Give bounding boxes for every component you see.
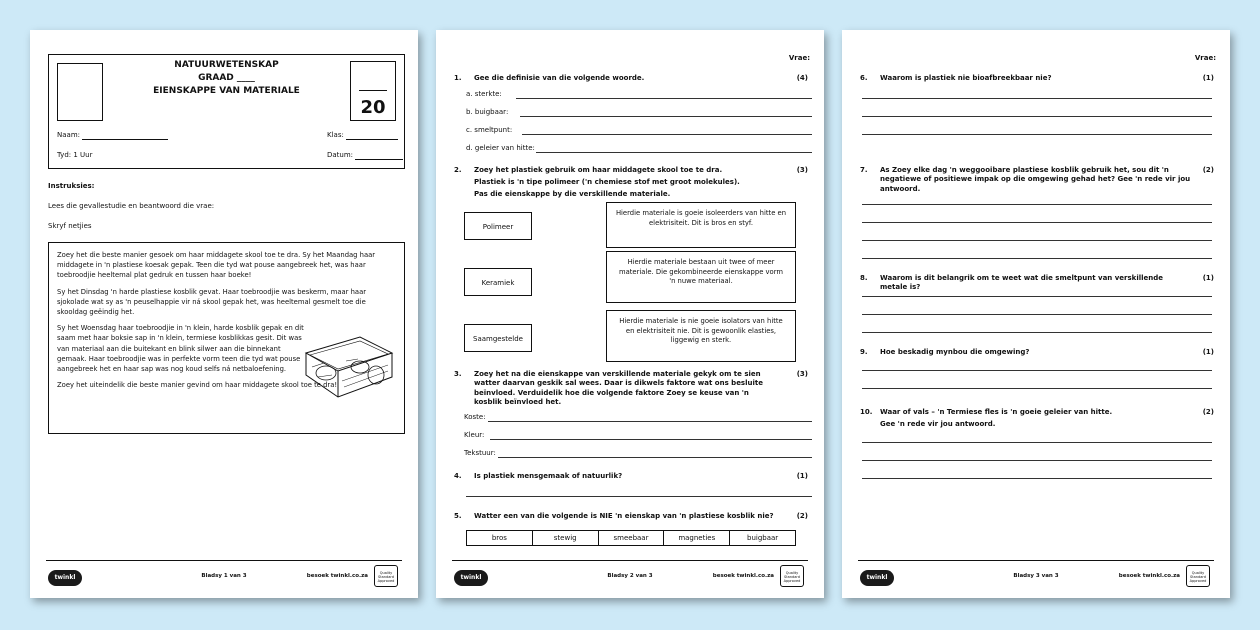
story-paragraph-2: Sy het Dinsdag 'n harde plastiese kosblik gevat. Haar toebroodjie was beskerm, maar haar sjokolade wat sy as 'n peuselhappie vir ná skool gepak het, was heeltemal gesmelt toe die skooldag geëindig het. xyxy=(57,287,367,316)
answer-line[interactable] xyxy=(490,439,812,440)
date-field[interactable] xyxy=(327,151,403,160)
q1-item-c: c. smeltpunt: xyxy=(466,126,513,134)
answer-line[interactable] xyxy=(862,258,1212,259)
instructions-heading: Instruksies: xyxy=(48,182,95,190)
option-buigbaar[interactable]: buigbaar xyxy=(747,534,779,542)
page-number: Bladsy 2 van 3 xyxy=(607,573,653,579)
answer-line[interactable] xyxy=(536,152,812,153)
header-titles xyxy=(109,59,344,98)
option-smeebaar[interactable]: smeebaar xyxy=(599,531,665,545)
question-9: 9. Hoe beskadig mynbou die omgewing? (1) xyxy=(860,348,1214,356)
q10-line-2: Gee 'n rede vir jou antwoord. xyxy=(880,420,996,428)
term-polimeer[interactable]: Polimeer xyxy=(464,212,532,240)
question-6: 6. Waarom is plastiek nie bioafbreekbaar nie? (1) xyxy=(860,74,1214,82)
question-7: 7. As Zoey elke dag 'n weggooibare plastiese kosblik gebruik het, sou dit 'n negatiewe of positiewe impak op die omgewing gehad het? Gee 'n rede vir jou antwoord. (2) xyxy=(860,166,1214,193)
date-label: Datum: xyxy=(327,151,354,159)
factor-cost: Koste: xyxy=(464,413,486,421)
definition-3[interactable]: Hierdie materiale is nie goeie isolators van hitte en elektrisiteit nie. Dit is gewoonlik elasties, liggewig en sterk. xyxy=(606,310,796,362)
question-1: 1. Gee die definisie van die volgende woorde. (4) xyxy=(454,74,808,82)
question-8: 8. Waarom is dit belangrik om te weet wat die smeltpunt van verskillende metale is? (1) xyxy=(860,274,1214,292)
subject-title: NATUURWETENSKAP xyxy=(174,60,279,70)
footer xyxy=(46,560,402,590)
story-paragraph-4: Zoey het uiteindelik die beste manier gevind om haar middagete skool toe te dra! xyxy=(57,381,338,390)
answer-line[interactable] xyxy=(520,116,812,117)
answer-line[interactable] xyxy=(862,478,1212,479)
factor-colour: Kleur: xyxy=(464,431,485,439)
answer-line[interactable] xyxy=(862,204,1212,205)
twinkl-logo: twinkl xyxy=(48,570,82,586)
instruction-1: Lees die gevallestudie en beantwoord die vrae: xyxy=(48,202,215,210)
factor-texture: Tekstuur: xyxy=(464,449,496,457)
options-row xyxy=(466,530,796,546)
term-keramiek[interactable]: Keramiek xyxy=(464,268,532,296)
answer-line[interactable] xyxy=(862,442,1212,443)
questions-heading: Vrae: xyxy=(1194,54,1216,62)
name-label: Naam: xyxy=(57,131,80,139)
question-2: 2. Zoey het plastiek gebruik om haar middagete skool toe te dra. (3) xyxy=(454,166,808,174)
answer-line[interactable] xyxy=(862,370,1212,371)
site-link[interactable]: besoek twinkl.co.za xyxy=(1118,573,1180,579)
question-10: 10. Waar of vals – 'n Termiese fles is 'n goeie geleier van hitte. (2) xyxy=(860,408,1214,416)
score-box xyxy=(350,61,396,121)
worksheet-page-1 xyxy=(30,30,418,598)
worksheet-page-3 xyxy=(842,30,1230,598)
lunchbox-icon xyxy=(298,331,396,403)
definition-1[interactable]: Hierdie materiale is goeie isoleerders van hitte en elektrisiteit. Dit is bros en styf. xyxy=(606,202,796,248)
worksheet-page-2 xyxy=(436,30,824,598)
answer-line[interactable] xyxy=(862,222,1212,223)
questions-heading: Vrae: xyxy=(788,54,810,62)
option-magneties[interactable]: magneties xyxy=(664,531,730,545)
photo-box xyxy=(57,63,103,121)
definition-2[interactable]: Hierdie materiale bestaan uit twee of meer materiale. Die gekombineerde eienskappe vorm 'n nuwe materiaal. xyxy=(606,251,796,303)
quality-badge-icon: Quality Standard Approved xyxy=(1186,565,1210,587)
twinkl-logo: twinkl xyxy=(860,570,894,586)
class-field[interactable] xyxy=(327,131,398,140)
answer-line[interactable] xyxy=(862,98,1212,99)
site-link[interactable]: besoek twinkl.co.za xyxy=(306,573,368,579)
answer-line[interactable] xyxy=(862,460,1212,461)
term-saamgestelde[interactable]: Saamgestelde xyxy=(464,324,532,352)
answer-line[interactable] xyxy=(862,296,1212,297)
header-box xyxy=(48,54,405,169)
page-number: Bladsy 3 van 3 xyxy=(1013,573,1059,579)
answer-line[interactable] xyxy=(516,98,812,99)
answer-line[interactable] xyxy=(862,116,1212,117)
case-study-box xyxy=(48,242,405,434)
q1-item-d: d. geleier van hitte: xyxy=(466,144,535,152)
question-5: 5. Watter een van die volgende is NIE 'n eienskap van 'n plastiese kosblik nie? (2) xyxy=(454,512,808,520)
quality-badge-icon: Quality Standard Approved xyxy=(374,565,398,587)
story-paragraph-3: Sy het Woensdag haar toebroodjie in 'n klein, harde kosblik gepak en dit saam met haar boksie sap in 'n klein, termiese kosblikkas gesit. Dit was van materiaal aan die buitekant en blink silwer aan die binnekant gemaak. Haar toebroodjie was in perfekte vorm teen die tyd wat pouse aangebreek het en haar sap was nog koud selfs ná netbaloefening. xyxy=(57,324,304,373)
q1-item-b: b. buigbaar: xyxy=(466,108,509,116)
question-3: 3. Zoey het na die eienskappe van verskillende materiale gekyk om te sien watter daarvan geskik sal wees. Daar is dikwels faktore wat ons besluite beïnvloed. Verduidelik hoe die volgende faktore Zoey se keuse van 'n kosblik beïnvloed het. (3) xyxy=(454,370,808,407)
q1-item-a: a. sterkte: xyxy=(466,90,502,98)
answer-line[interactable] xyxy=(488,421,812,422)
answer-line[interactable] xyxy=(498,457,812,458)
grade-title: GRAAD ____ xyxy=(198,73,255,84)
answer-line[interactable] xyxy=(466,496,812,497)
answer-line[interactable] xyxy=(522,134,812,135)
answer-line[interactable] xyxy=(862,314,1212,315)
class-label: Klas: xyxy=(327,131,344,139)
answer-line[interactable] xyxy=(862,388,1212,389)
question-4: 4. Is plastiek mensgemaak of natuurlik? (1) xyxy=(454,472,808,480)
story-paragraph-1: Zoey het die beste manier gesoek om haar middagete skool toe te dra. Sy het Maandag haar middagete in 'n plastiese koesak gepak. Teen die tyd wat pouse aangebreek het, was haar toebroodjie heeltemal plat gedruk en tussen haar boeke! xyxy=(57,251,376,280)
answer-line[interactable] xyxy=(862,134,1212,135)
site-link[interactable]: besoek twinkl.co.za xyxy=(712,573,774,579)
name-field[interactable] xyxy=(57,131,168,140)
q2-line-3: Pas die eienskappe by die verskillende materiale. xyxy=(474,190,671,198)
answer-line[interactable] xyxy=(862,332,1212,333)
footer xyxy=(452,560,808,590)
option-stewig[interactable]: stewig xyxy=(533,531,599,545)
footer xyxy=(858,560,1214,590)
instruction-2: Skryf netjies xyxy=(48,222,92,230)
page-number: Bladsy 1 van 3 xyxy=(201,573,247,579)
q2-line-2: Plastiek is 'n tipe polimeer ('n chemiese stof met groot molekules). xyxy=(474,178,740,186)
quality-badge-icon: Quality Standard Approved xyxy=(780,565,804,587)
total-score: 20 xyxy=(360,97,386,118)
topic-title: EIENSKAPPE VAN MATERIALE xyxy=(153,86,300,97)
time-label: Tyd: 1 Uur xyxy=(57,151,93,159)
twinkl-logo: twinkl xyxy=(454,570,488,586)
answer-line[interactable] xyxy=(862,240,1212,241)
option-bros[interactable]: bros xyxy=(467,531,533,545)
